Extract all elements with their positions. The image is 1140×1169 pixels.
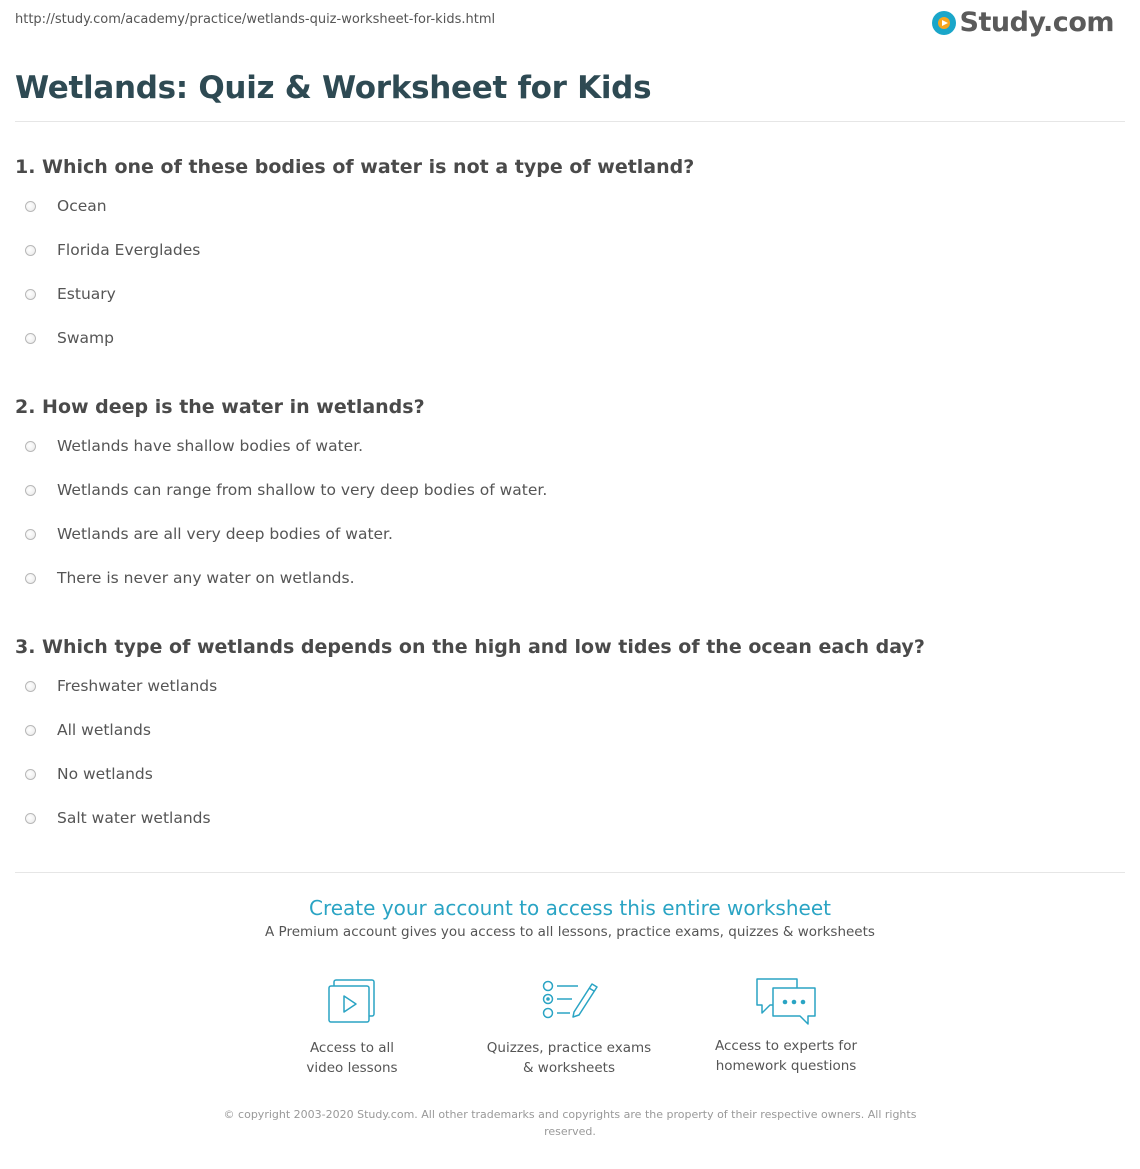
question-text: 3. Which type of wetlands depends on the high and low tides of the ocean each day? [15,636,925,658]
feature-experts [686,976,886,1076]
cta-subtitle: A Premium account gives you access to all lessons, practice exams, quizzes & worksheets [265,924,875,940]
question-2 [15,394,1115,600]
option-label: Wetlands are all very deep bodies of water. [57,525,393,543]
radio-button[interactable] [25,529,36,540]
signup-cta [0,896,1140,940]
radio-button[interactable] [25,333,36,344]
option-label: Swamp [57,329,114,347]
answer-option[interactable] [15,228,1115,272]
feature-video-lessons [252,978,452,1078]
video-lessons-icon [326,978,378,1024]
answer-option[interactable] [15,512,1115,556]
radio-button[interactable] [25,441,36,452]
section-divider [15,872,1125,873]
answer-option[interactable] [15,184,1115,228]
option-label: Wetlands can range from shallow to very deep bodies of water. [57,481,548,499]
answer-option[interactable] [15,556,1115,600]
option-label: All wetlands [57,721,151,739]
question-text: 1. Which one of these bodies of water is not a type of wetland? [15,156,695,178]
page-url: http://study.com/academy/practice/wetlands-quiz-worksheet-for-kids.html [15,12,496,27]
answer-option[interactable] [15,424,1115,468]
radio-button[interactable] [25,245,36,256]
radio-button[interactable] [25,485,36,496]
option-label: Ocean [57,197,107,215]
option-label: There is never any water on wetlands. [57,569,355,587]
option-label: No wetlands [57,765,153,783]
logo-text: Study.com [959,7,1114,38]
play-logo-icon [932,11,956,35]
answer-option[interactable] [15,468,1115,512]
title-divider [15,121,1125,122]
copyright-notice: © copyright 2003-2020 Study.com. All other trademarks and copyrights are the property of their respective owners. All rights reserved. [223,1108,917,1138]
feature-quizzes [469,978,669,1078]
answer-option[interactable] [15,272,1115,316]
cta-link[interactable]: Create your account to access this entire worksheet [309,896,831,920]
option-label: Estuary [57,285,116,303]
feature-label: Quizzes, practice exams & worksheets [486,1040,652,1076]
question-text: 2. How deep is the water in wetlands? [15,396,425,418]
radio-button[interactable] [25,573,36,584]
answer-option[interactable] [15,316,1115,360]
option-label: Salt water wetlands [57,809,211,827]
quiz-checklist-icon [540,978,598,1024]
radio-button[interactable] [25,769,36,780]
answer-option[interactable] [15,752,1115,796]
feature-label: Access to experts for homework questions [714,1038,857,1074]
answer-option[interactable] [15,664,1115,708]
answer-option[interactable] [15,708,1115,752]
radio-button[interactable] [25,725,36,736]
option-label: Wetlands have shallow bodies of water. [57,437,364,455]
question-3 [15,634,1115,840]
chat-experts-icon [753,976,819,1026]
page-title: Wetlands: Quiz & Worksheet for Kids [15,70,652,106]
option-label: Freshwater wetlands [57,677,218,695]
radio-button[interactable] [25,681,36,692]
answer-option[interactable] [15,796,1115,840]
study-logo[interactable] [932,8,1114,38]
question-1 [15,154,1115,360]
feature-label: Access to all video lessons [306,1040,398,1076]
radio-button[interactable] [25,813,36,824]
radio-button[interactable] [25,289,36,300]
radio-button[interactable] [25,201,36,212]
option-label: Florida Everglades [57,241,201,259]
